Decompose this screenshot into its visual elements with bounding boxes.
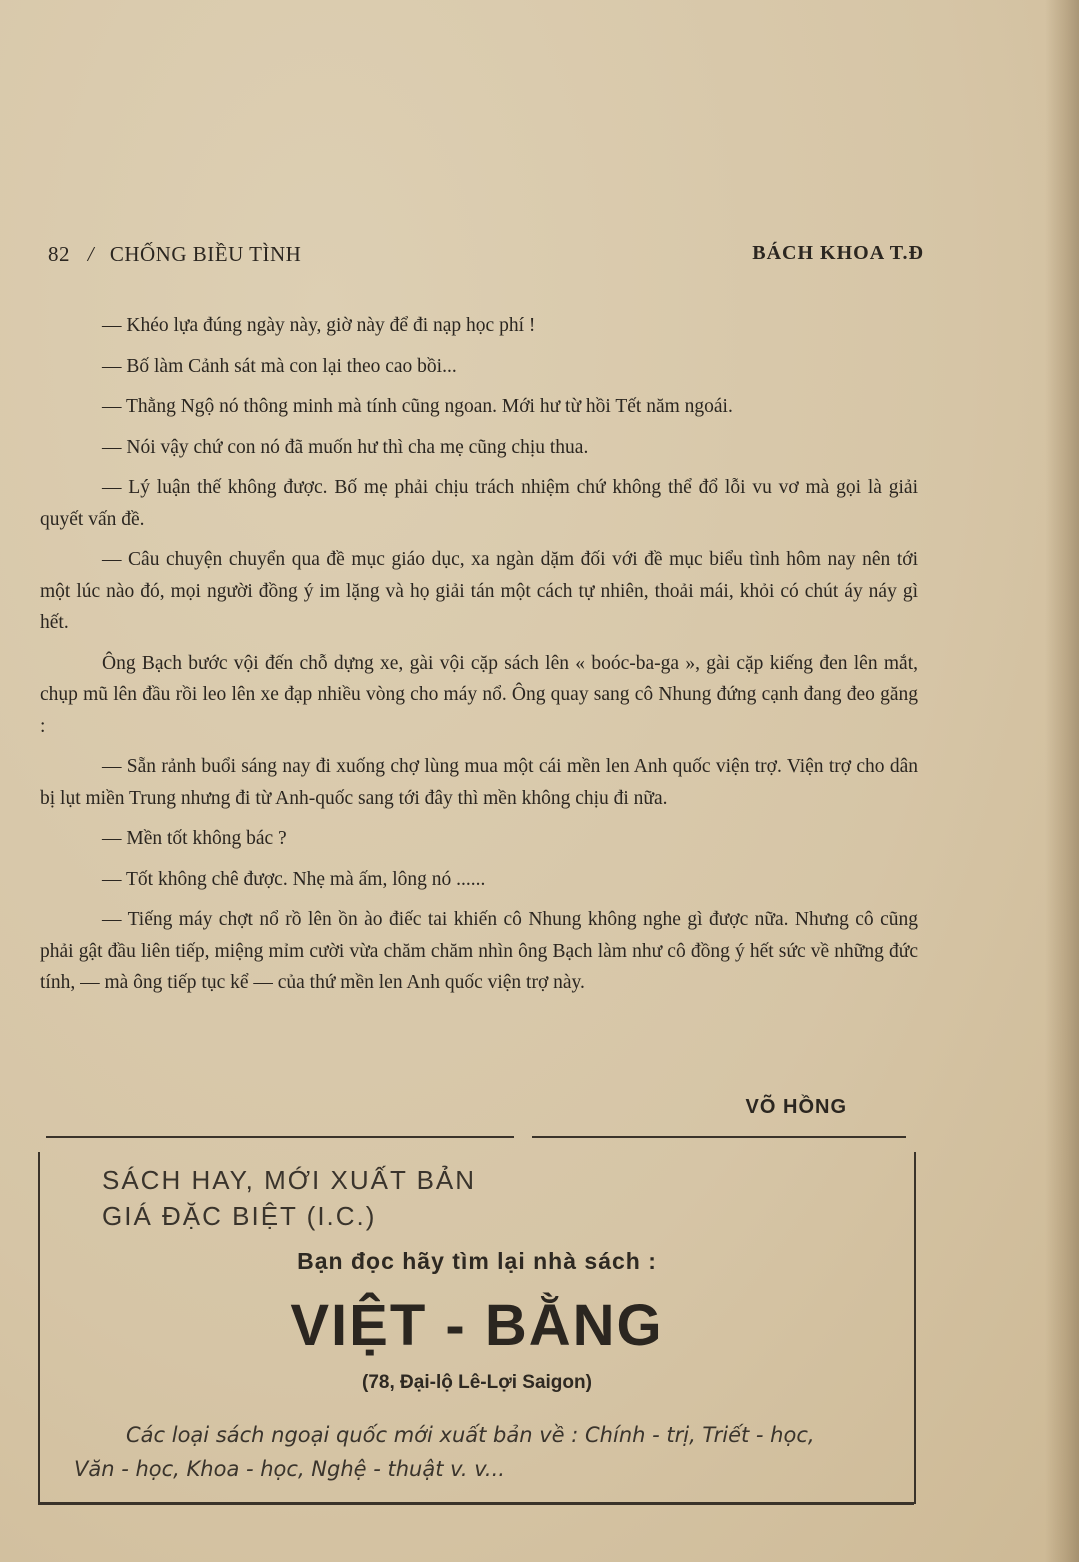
bookstore-advertisement [38, 1152, 916, 1504]
paragraph: — Khéo lựa đúng ngày này, giờ này để đi nạp học phí ! [102, 315, 536, 336]
page-edge-shadow [1045, 0, 1079, 1562]
ad-description [74, 1418, 894, 1486]
paragraph: Ông Bạch bước vội đến chỗ dựng xe, gài vội cặp sách lên « boóc-ba-ga », gài cặp kiếng đen lên mắt, chụp mũ lên đầu rồi leo lên xe đạp nhiều vòng cho máy nổ. Ông quay sang cô Nhung đứng cạnh đang đeo găng : [40, 652, 918, 737]
paragraph: — Lý luận thế không được. Bố mẹ phải chịu trách nhiệm chứ không thể đổ lỗi vu vơ mà gọi là giải quyết vấn đề. [40, 477, 918, 530]
paragraph: — Bố làm Cảnh sát mà con lại theo cao bồi... [102, 355, 457, 377]
paragraph: — Câu chuyện chuyển qua đề mục giáo dục, xa ngàn dặm đối với đề mục biểu tình hôm nay nên tới một lúc nào đó, mọi người đồng ý im lặng và họ giải tán một cách tự nhiên, thoải mái, khỏi có chút áy náy gì hết. [40, 549, 918, 633]
ad-headline-line: SÁCH HAY, MỚI XUẤT BẢN [102, 1165, 477, 1195]
ad-description-line: Văn - học, Khoa - học, Nghệ - thuật v. v... [74, 1457, 505, 1481]
ad-find-prompt: Bạn đọc hãy tìm lại nhà sách : [297, 1248, 657, 1274]
divider-rule [46, 1136, 514, 1138]
paragraph: — Tốt không chê được. Nhẹ mà ấm, lông nó ...... [102, 868, 486, 890]
paragraph: — Thằng Ngộ nó thông minh mà tính cũng ngoan. Mới hư từ hồi Tết năm ngoái. [102, 396, 733, 417]
paragraph: — Nói vậy chứ con nó đã muốn hư thì cha mẹ cũng chịu thua. [102, 436, 589, 458]
store-address: (78, Đại-lộ Lê-Lợi Saigon) [362, 1372, 592, 1393]
ad-headline-line: GIÁ ĐẶC BIỆT (I.C.) [102, 1201, 377, 1231]
paragraph: — Tiếng máy chợt nổ rồ lên ồn ào điếc tai khiến cô Nhung không nghe gì được nữa. Nhưng cô cũng phải gật đầu liên tiếp, miệng mỉm cười vừa chăm chăm nhìn ông Bạch làm như cô đồng ý hết sức về những đức tính, — mà ông tiếp tục kể — của thứ mền len Anh quốc viện trợ này. [40, 909, 918, 993]
header-separator: / [87, 242, 95, 266]
header-left [48, 242, 301, 267]
running-title: CHỐNG BIỀU TÌNH [109, 242, 302, 266]
divider-rule [38, 1502, 914, 1505]
ad-description-line: Các loại sách ngoại quốc mới xuất bản về : Chính - trị, Triết - học, [126, 1423, 815, 1447]
publication-name: BÁCH KHOA T.Đ [752, 242, 924, 264]
page-number: 82 [48, 242, 70, 266]
article-body [40, 310, 918, 1008]
running-header [48, 242, 924, 272]
paragraph: — Mền tốt không bác ? [102, 828, 287, 849]
divider-rule [532, 1136, 906, 1138]
author-signature: VÕ HỒNG [745, 1096, 847, 1118]
ad-headline [102, 1162, 476, 1234]
store-name: VIỆT - BẰNG [290, 1293, 664, 1358]
paragraph: — Sẵn rảnh buổi sáng nay đi xuống chợ lùng mua một cái mền len Anh quốc viện trợ. Viện trợ cho dân bị lụt miền Trung nhưng đi từ Anh-quốc sang tới đây thì mền không chịu đi nữa. [40, 756, 918, 809]
